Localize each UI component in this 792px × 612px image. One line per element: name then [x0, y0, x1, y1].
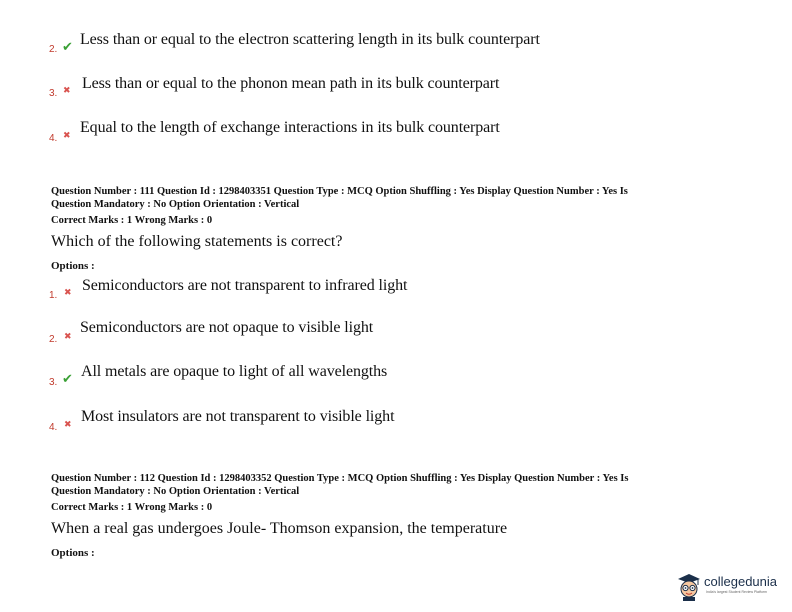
wrong-cross-icon: ✖: [64, 288, 72, 298]
option-text: Equal to the length of exchange interactions in its bulk counterpart: [80, 119, 500, 136]
correct-check-icon: ✔: [62, 40, 73, 55]
graduate-mascot-icon: [676, 570, 702, 602]
question-meta-line: Question Mandatory : No Option Orientation : Vertical: [51, 199, 300, 210]
option-text: All metals are opaque to light of all wavelengths: [81, 363, 388, 380]
option-number: 3.: [49, 377, 58, 388]
wrong-cross-icon: ✖: [64, 332, 72, 342]
option-number: 1.: [49, 290, 58, 301]
question-marks: Correct Marks : 1 Wrong Marks : 0: [51, 215, 213, 226]
option-number: 4.: [49, 133, 58, 144]
brand-name: collegedunia: [704, 574, 778, 589]
question-marks: Correct Marks : 1 Wrong Marks : 0: [51, 502, 213, 513]
wrong-cross-icon: ✖: [63, 131, 71, 141]
question-text: When a real gas undergoes Joule- Thomson expansion, the temperature: [51, 520, 508, 537]
option-text: Less than or equal to the phonon mean path in its bulk counterpart: [82, 75, 500, 92]
option-number: 4.: [49, 422, 58, 433]
option-text: Most insulators are not transparent to visible light: [81, 408, 395, 425]
option-number: 3.: [49, 88, 58, 99]
question-meta: [51, 472, 628, 498]
question-text: Which of the following statements is correct?: [51, 233, 343, 250]
question-meta: [51, 185, 628, 211]
options-label: Options :: [51, 547, 95, 559]
brand-tagline: India's largest Student Review Platform: [706, 590, 767, 594]
option-text: Less than or equal to the electron scattering length in its bulk counterpart: [80, 31, 540, 48]
question-meta-line: Question Mandatory : No Option Orientation : Vertical: [51, 486, 300, 497]
wrong-cross-icon: ✖: [64, 420, 72, 430]
option-number: 2.: [49, 44, 58, 55]
question-meta-line: Question Number : 111 Question Id : 1298403351 Question Type : MCQ Option Shuffling : Yes Display Question Number : Yes Is: [51, 186, 628, 197]
correct-check-icon: ✔: [62, 372, 73, 387]
option-text: Semiconductors are not opaque to visible light: [80, 319, 374, 336]
wrong-cross-icon: ✖: [63, 86, 71, 96]
collegedunia-logo: [676, 566, 788, 606]
options-label: Options :: [51, 260, 95, 272]
option-text: Semiconductors are not transparent to infrared light: [82, 277, 408, 294]
question-meta-line: Question Number : 112 Question Id : 1298403352 Question Type : MCQ Option Shuffling : Yes Display Question Number : Yes Is: [51, 473, 629, 484]
option-number: 2.: [49, 334, 58, 345]
